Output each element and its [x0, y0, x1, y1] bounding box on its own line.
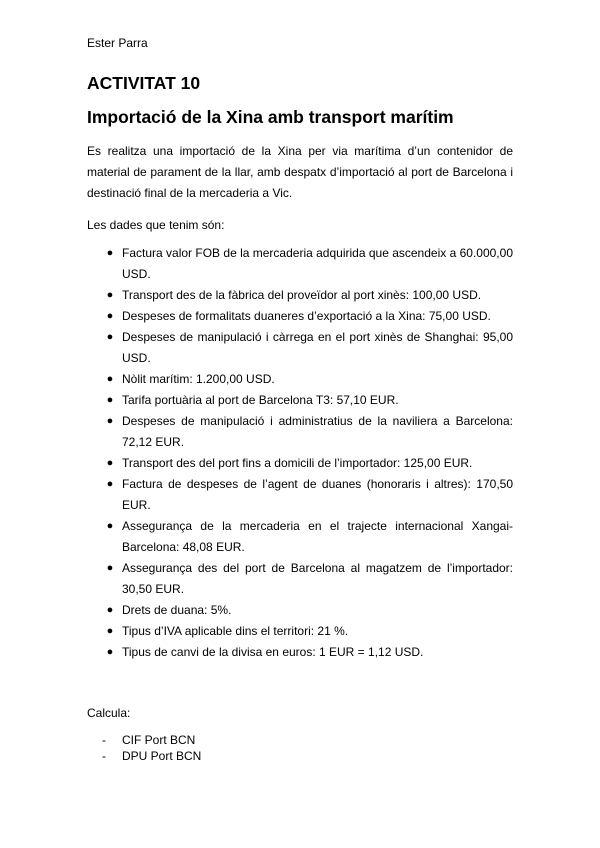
data-list-item [87, 621, 513, 642]
data-item-text: Factura de despeses de l’agent de duanes (honoraris i altres): 170,50 EUR. [122, 477, 513, 512]
data-list-item [87, 411, 513, 453]
bullet-icon: ● [106, 331, 114, 343]
bullet-icon: ● [106, 562, 114, 574]
data-item-text: Factura valor FOB de la mercaderia adquirida que ascendeix a 60.000,00 USD. [122, 246, 513, 281]
data-list-item [87, 516, 513, 558]
data-item-text: Nòlit marítim: 1.200,00 USD. [122, 372, 275, 386]
author-name: Ester Parra [87, 36, 148, 50]
data-item-text: Drets de duana: 5%. [122, 603, 232, 617]
data-heading: Les dades que tenim són: [87, 218, 225, 232]
data-list-item [87, 243, 513, 285]
bullet-icon: ● [106, 646, 114, 658]
data-list-item [87, 306, 513, 327]
data-item-text: Despeses de formalitats duaneres d’exportació a la Xina: 75,00 USD. [122, 309, 491, 323]
calculate-heading: Calcula: [87, 706, 131, 720]
calculate-list [87, 732, 201, 764]
calculate-item-text: CIF Port BCN [122, 733, 196, 747]
bullet-icon: ● [106, 394, 114, 406]
bullet-icon: ● [106, 520, 114, 532]
bullet-icon: ● [106, 289, 114, 301]
data-bullet-list [87, 243, 513, 663]
bullet-icon: ● [106, 478, 114, 490]
bullet-icon: ● [106, 310, 114, 322]
data-list-item [87, 390, 513, 411]
bullet-icon: ● [106, 415, 114, 427]
data-list-item [87, 285, 513, 306]
data-item-text: Assegurança des del port de Barcelona al magatzem de l’importador: 30,50 EUR. [122, 561, 513, 596]
data-item-text: Tipus d’IVA aplicable dins el territori: 21 %. [122, 624, 349, 638]
calculate-list-item [87, 732, 201, 748]
intro-paragraph: Es realitza una importació de la Xina per via marítima d’un contenidor de material de parament de la llar, amb despatx d’importació al port de Barcelona i destinació final de la mercaderia a Vic. [87, 144, 513, 200]
data-item-text: Transport des del port fins a domicili de l’importador: 125,00 EUR. [122, 456, 473, 470]
data-list-item [87, 474, 513, 516]
calculate-list-item [87, 748, 201, 764]
activity-subtitle: Importació de la Xina amb transport marítim [87, 107, 454, 127]
dash-icon: - [102, 733, 106, 747]
data-item-text: Tipus de canvi de la divisa en euros: 1 EUR = 1,12 USD. [122, 645, 424, 659]
activity-title: ACTIVITAT 10 [87, 73, 201, 93]
data-list-item [87, 453, 513, 474]
data-item-text: Tarifa portuària al port de Barcelona T3: 57,10 EUR. [122, 393, 399, 407]
bullet-icon: ● [106, 457, 114, 469]
data-list-item [87, 369, 513, 390]
calculate-item-text: DPU Port BCN [122, 749, 202, 763]
data-list-item [87, 558, 513, 600]
data-item-text: Transport des de la fàbrica del proveïdor al port xinès: 100,00 USD. [122, 288, 482, 302]
data-item-text: Despeses de manipulació i administratius de la naviliera a Barcelona: 72,12 EUR. [122, 414, 513, 449]
bullet-icon: ● [106, 373, 114, 385]
data-list-item [87, 600, 513, 621]
bullet-icon: ● [106, 625, 114, 637]
bullet-icon: ● [106, 604, 114, 616]
dash-icon: - [102, 749, 106, 763]
data-list-item [87, 327, 513, 369]
bullet-icon: ● [106, 247, 114, 259]
data-list-item [87, 642, 513, 663]
data-item-text: Despeses de manipulació i càrrega en el port xinès de Shanghai: 95,00 USD. [122, 330, 513, 365]
data-item-text: Assegurança de la mercaderia en el trajecte internacional Xangai-Barcelona: 48,08 EUR. [122, 519, 513, 554]
